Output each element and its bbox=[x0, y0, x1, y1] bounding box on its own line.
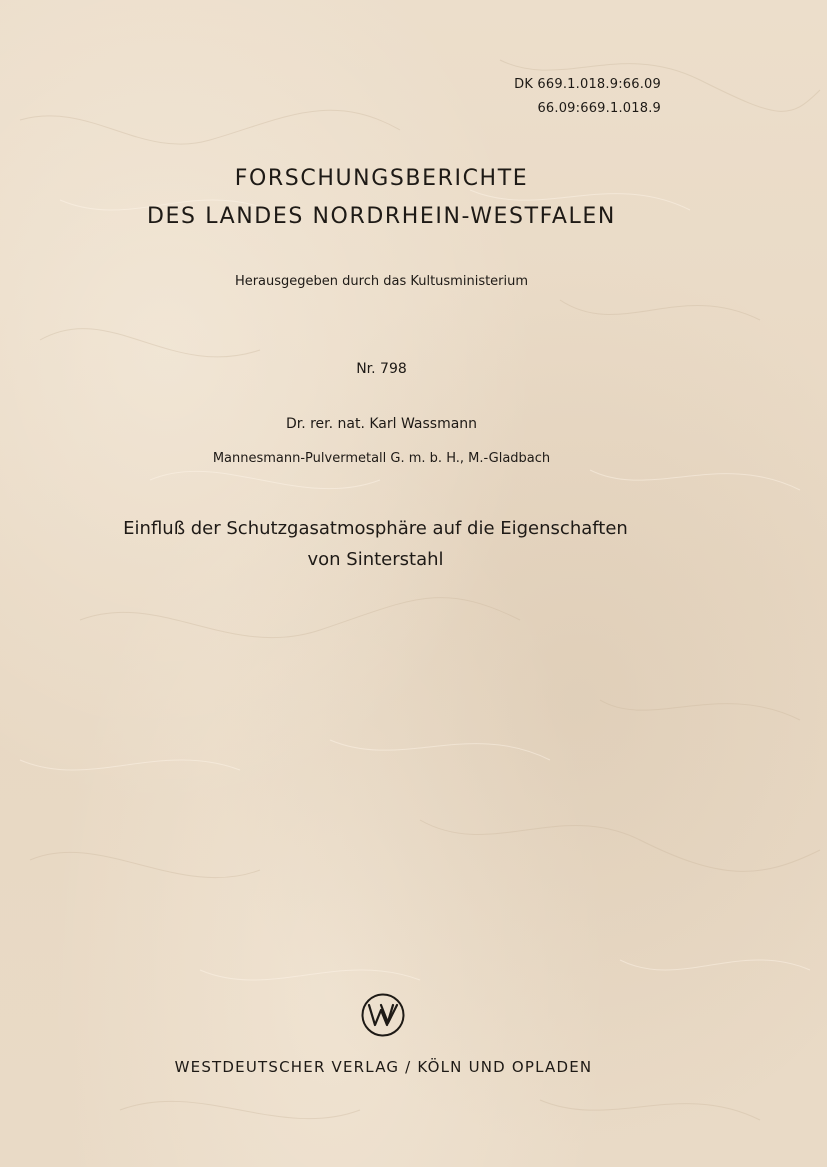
series-title-line-1: FORSCHUNGSBERICHTE bbox=[234, 166, 529, 191]
editor-line: Herausgegeben durch das Kultusministerium bbox=[234, 274, 529, 289]
author-affiliation: Mannesmann-Pulvermetall G. m. b. H., M.-Gladbach bbox=[212, 451, 551, 466]
series-title-line-2: DES LANDES NORDRHEIN-WESTFALEN bbox=[147, 204, 616, 229]
classification-line-1: DK 669.1.018.9:66.09 bbox=[514, 77, 661, 92]
classification-line-2: 66.09:669.1.018.9 bbox=[537, 101, 661, 116]
report-number: Nr. 798 bbox=[356, 361, 407, 377]
publisher-imprint: WESTDEUTSCHER VERLAG / KÖLN UND OPLADEN bbox=[174, 1058, 593, 1076]
report-title-line-2: von Sinterstahl bbox=[307, 549, 444, 570]
report-title-line-1: Einfluß der Schutzgasatmosphäre auf die Eigenschaften bbox=[123, 518, 628, 539]
wv-monogram-icon bbox=[360, 992, 406, 1038]
author-name: Dr. rer. nat. Karl Wassmann bbox=[285, 416, 478, 432]
